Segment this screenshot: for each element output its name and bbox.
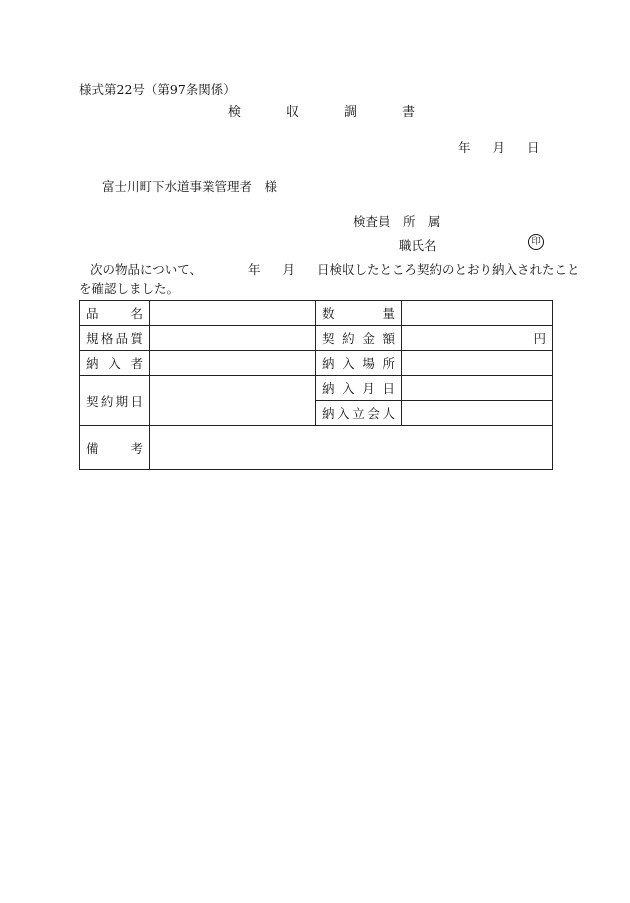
recipient: 富士川町下水道事業管理者 様	[102, 179, 278, 194]
inspector-affiliation-label: 検査員 所 属	[353, 214, 441, 229]
inspection-table	[79, 300, 553, 470]
date-year: 年	[458, 140, 471, 155]
table-row	[80, 326, 553, 351]
document-title	[228, 101, 415, 120]
item-name-label: 品 名	[80, 301, 150, 326]
quantity-field[interactable]	[402, 301, 553, 326]
table-row	[80, 426, 553, 470]
form-number: 様式第22号（第97条関係）	[79, 82, 236, 97]
contract-period-field[interactable]	[150, 376, 316, 426]
delivery-place-label: 納 入 場 所	[316, 351, 402, 376]
body-part1: 次の物品について、	[90, 262, 203, 277]
quantity-label: 数 量	[316, 301, 402, 326]
table-row	[80, 351, 553, 376]
spec-field[interactable]	[150, 326, 316, 351]
title-char: 検	[228, 105, 242, 120]
delivery-date-field[interactable]	[402, 376, 553, 401]
witness-field[interactable]	[402, 401, 553, 426]
table-row	[80, 301, 553, 326]
body-text-line1	[90, 260, 580, 278]
title-char: 書	[402, 105, 416, 120]
delivery-date-label: 納 入 月 日	[316, 376, 402, 401]
contract-period-label: 契 約 期 日	[80, 376, 150, 426]
item-name-field[interactable]	[150, 301, 316, 326]
seal-mark: 印	[528, 234, 544, 250]
body-text-line2: を確認しました。	[79, 281, 180, 296]
title-char: 調	[344, 105, 358, 120]
remarks-field[interactable]	[150, 426, 553, 470]
supplier-field[interactable]	[150, 351, 316, 376]
remarks-label: 備 考	[80, 426, 150, 470]
date-line	[458, 138, 540, 156]
name-label: 職氏名	[399, 238, 437, 253]
delivery-place-field[interactable]	[402, 351, 553, 376]
body-year: 年	[248, 262, 261, 277]
date-month: 月	[492, 140, 506, 155]
witness-label: 納 入 立 会 人	[316, 401, 402, 426]
contract-amount-field[interactable]	[402, 326, 553, 351]
date-day: 日	[527, 140, 540, 155]
contract-amount-label: 契 約 金 額	[316, 326, 402, 351]
yen-unit: 円	[533, 331, 546, 346]
body-month: 月	[282, 262, 296, 277]
table-row	[80, 376, 553, 401]
body-part2: 日検収したところ契約のとおり納入されたこと	[317, 262, 580, 277]
supplier-label: 納 入 者	[80, 351, 150, 376]
title-char: 収	[286, 105, 300, 120]
spec-label: 規 格 品 質	[80, 326, 150, 351]
